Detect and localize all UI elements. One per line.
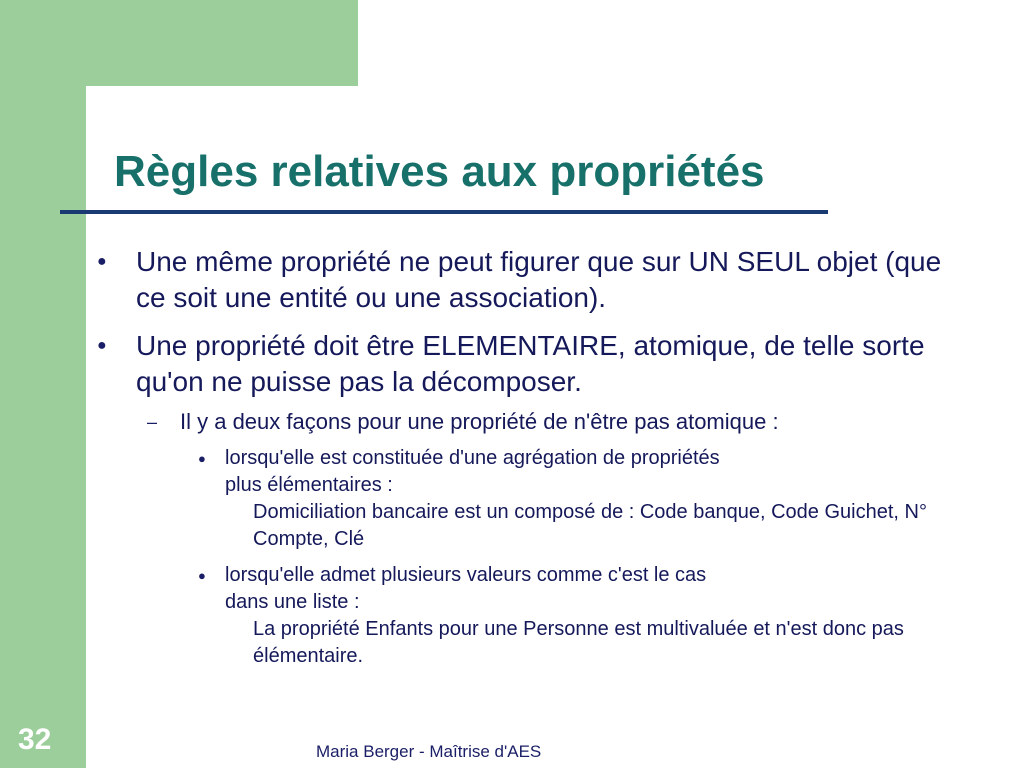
title-underline [60,210,828,214]
top-green-band [0,0,358,86]
sub-sub-bullet-text: lorsqu'elle est constituée d'une agrégation de propriétés plus élémentaires : [225,447,720,496]
sub-bullet: Il y a deux façons pour une propriété de n'être pas atomique : [180,409,779,434]
bullet-marker: ● [97,337,107,354]
bullet-1: Une même propriété ne peut figurer que sur UN SEUL objet (que ce soit une entité ou une association). [136,246,942,313]
sub-sub-bullet-text: lorsqu'elle admet plusieurs valeurs comme c'est le cas dans une liste : [225,564,707,613]
sub-sub-bullet-example: Domiciliation bancaire est un composé de : Code banque, Code Guichet, N° Compte, Clé [253,501,927,550]
sub-sub-bullet-example: La propriété Enfants pour une Personne est multivaluée et n'est donc pas élémentaire. [253,618,904,667]
bullet-2: Une propriété doit être ELEMENTAIRE, atomique, de telle sorte qu'on ne puisse pas la décomposer. [136,330,925,397]
slide-number: 32 [18,723,52,756]
bullet-marker: ● [97,253,107,270]
slide-footer: Maria Berger - Maîtrise d'AES [316,742,542,761]
sub-sub-bullet-marker: ● [198,568,206,583]
slide-title: Règles relatives aux propriétés [114,147,765,196]
left-green-band [0,0,86,768]
sub-sub-bullet-marker: ● [198,451,206,466]
sub-sub-bullet-2 [225,562,995,670]
sub-bullet-marker: – [147,412,158,432]
sub-sub-bullet-1 [225,445,995,553]
